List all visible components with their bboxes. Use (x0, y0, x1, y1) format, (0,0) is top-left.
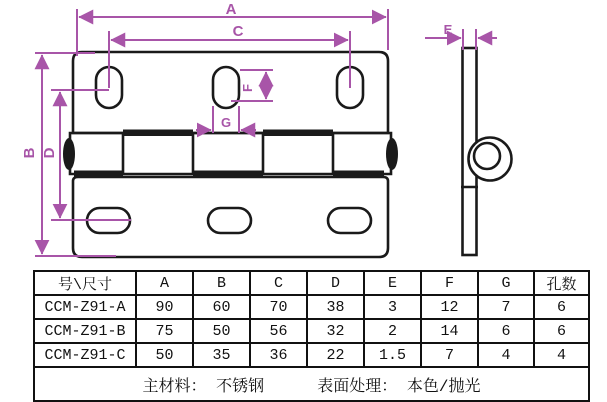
upper-knuckle-bar (263, 130, 333, 137)
value-cell: 35 (193, 343, 250, 367)
model-name: CCM-Z91-A (34, 295, 136, 319)
spec-table (33, 270, 590, 402)
pin-end-left (63, 138, 75, 170)
value-cell: 3 (364, 295, 421, 319)
value-cell: 7 (478, 295, 534, 319)
table-row (34, 319, 589, 343)
value-cell: 70 (250, 295, 307, 319)
lower-slot-right (328, 208, 371, 233)
value-cell: 50 (136, 343, 193, 367)
value-cell: 60 (193, 295, 250, 319)
surface-note: 表面处理： 本色/抛光 (317, 377, 481, 396)
value-cell: 4 (478, 343, 534, 367)
header-cell-holes: 孔数 (534, 271, 589, 295)
value-cell: 38 (307, 295, 364, 319)
dim-D-label: D (41, 147, 58, 159)
table-footer-row (34, 367, 589, 401)
value-cell: 50 (193, 319, 250, 343)
dim-G-label: G (220, 115, 232, 130)
dim-F-label: F (240, 84, 255, 92)
value-cell: 32 (307, 319, 364, 343)
header-cell-D: D (307, 271, 364, 295)
header-cell-B: B (193, 271, 250, 295)
footer-cell (34, 367, 589, 401)
value-cell: 75 (136, 319, 193, 343)
value-cell: 14 (421, 319, 478, 343)
table-row (34, 343, 589, 367)
value-cell: 4 (534, 343, 589, 367)
value-cell: 12 (421, 295, 478, 319)
dimensions (21, 1, 497, 256)
pin-end-right (386, 138, 398, 170)
value-cell: 6 (478, 319, 534, 343)
header-cell-C: C (250, 271, 307, 295)
front-view (63, 52, 398, 257)
table-row (34, 295, 589, 319)
model-name: CCM-Z91-C (34, 343, 136, 367)
value-cell: 22 (307, 343, 364, 367)
knuckle-loop-inner (474, 143, 500, 169)
value-cell: 7 (421, 343, 478, 367)
header-cell-model: 号\尺寸 (34, 271, 136, 295)
model-name: CCM-Z91-B (34, 319, 136, 343)
table-header-row (34, 271, 589, 295)
header-cell-G: G (478, 271, 534, 295)
value-cell: 56 (250, 319, 307, 343)
knuckle-band (70, 133, 391, 174)
dim-C-label: C (232, 23, 244, 40)
value-cell: 36 (250, 343, 307, 367)
value-cell: 90 (136, 295, 193, 319)
material-note: 主材料： 不锈钢 (142, 377, 265, 396)
dim-A-label: A (225, 1, 237, 18)
dim-B-label: B (21, 147, 38, 159)
dim-E-label: E (443, 22, 453, 37)
side-view (461, 48, 512, 255)
value-cell: 6 (534, 319, 589, 343)
header-cell-F: F (421, 271, 478, 295)
header-cell-A: A (136, 271, 193, 295)
value-cell: 6 (534, 295, 589, 319)
header-cell-E: E (364, 271, 421, 295)
value-cell: 1.5 (364, 343, 421, 367)
value-cell: 2 (364, 319, 421, 343)
lower-slot-middle (208, 208, 251, 233)
lower-leaf (73, 177, 388, 257)
upper-knuckle-bar (123, 130, 193, 137)
